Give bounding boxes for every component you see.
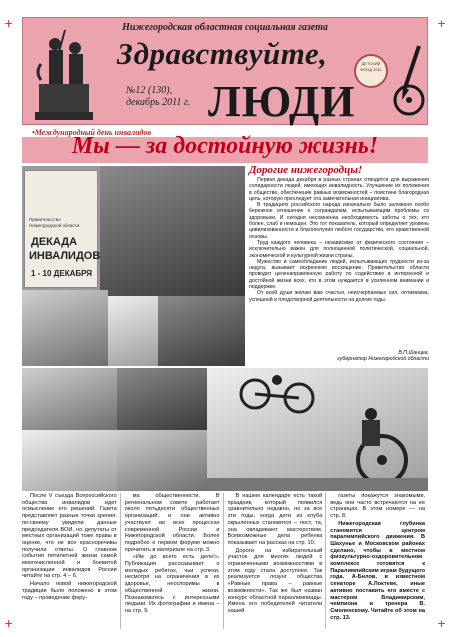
column-paragraph: Начало новой нижегородской традиции было положено в этом году – проведение фору- [22,581,117,601]
crop-mark-bottom-right: + [437,617,447,630]
banner-gov-line1: Правительство [29,217,61,222]
newspaper-title-line2: ЛЮДИ [208,77,356,126]
wheelchair-bike-photo [207,368,428,491]
greeting-paragraph: Мужество и самообладание людей, испытывающих трудности из-за недуга, вызывает искреннюю восхищение. Правительство области проводит целенаправленную работу по содействию в интересной и достойной жизни всех, кто в этом нуждается в усиленном внимании и поддержке. [249,258,429,291]
issue-info [126,85,190,109]
sports-photo [22,430,117,491]
seal-text: ДЕТСКИЙ ФОНД 2011 [360,61,382,72]
banner-dates: 1 - 10 ДЕКАБРЯ [31,269,93,278]
greeting-paragraph: От всей души желаю вам счастья, неисчерпаемых сил, оптимизма, успешной и плодотворной деятельности на долгие годы. [249,290,429,303]
greeting-body [249,177,429,303]
headline-bar [22,133,428,163]
monument-logo [29,24,99,122]
banner-invalids: ИНВАЛИДОВ [29,250,101,262]
meeting-photo [158,296,245,366]
greeting-signature [249,350,429,363]
article-column-2 [125,493,224,629]
article-column-1 [22,493,121,629]
banner-government [29,217,79,229]
conference-hall-photo [100,166,245,296]
award-seal [354,54,388,88]
headline: Мы — за достойную жизнь! [71,133,379,159]
article-column-3 [228,493,327,629]
wheelchair-user-photo [22,290,108,366]
column-paragraph: Нижегородская глубинка становится центром паралимпийского движения. В Шахунье и Московском районах сделано, чтобы в местном физкультурно-оздоровительном комплексе готовятся к Паралимпийским играм будущего года. А-Бнлов, в известном сенаторе А.Локтеве, иные активно поставить его вместе с мастером Владимирским, чемпиона и тренера В. Смоленскому. Читайте об этом на стр. 13. [330,520,425,621]
bottom-columns [22,493,428,629]
greeting-paragraph: В традициях российского народа изначально было заложено особо бережное отношение к согражданам, испытывающим проблемы со здоровьем. И сегодня несомненна необходимость заботы о тех, кто болен, слаб и немощен. Это тот показатель, который определяет уровень цивилизованности и благополучия любого государства, его нравственной основы. [249,202,429,240]
column-paragraph: газеты покажутся знакомыми, ведь они часто встречаются на ее страницах. В этом номере — на стр. 8. [330,493,425,520]
masthead [22,17,428,125]
wheelchair-pen-icon [389,44,429,120]
column-paragraph: «Им до всего есть дело!». Публикация рассказывает о молодых ребятах, чьи успехи, несмотря на ограничения в их здоровье, неоспоримы в общественной жизни. Познакомьтесь с интересными людьми. Их фотографии и имена – на стр. 9. [124,554,220,614]
newspaper-title-line1: Здравствуйте, [117,36,328,71]
greeting-title: Дорогие нижегородцы! [249,164,363,176]
photo-row [22,368,428,491]
signature-title: губернатор Нижегородской области [337,356,429,363]
column-paragraph: В нашем календаре есть такой праздник, который появился сравнительно недавно, но за все эти годы, когда дети из клуба окрыленных становятся – пост, та, она овладевают мастерством. Всевозможные дела ребенка показывает на рассказ на стр. 10. [227,493,323,546]
crop-mark-bottom-left: + [4,617,14,630]
newspaper-subtitle: Нижегородская областная социальная газета [122,22,328,33]
column-paragraph: ма общественности. В региональном совете работает около пятьдесяти общественных организаций, и они активно участвуют во всех процессах современной России и Нижегородской области. Более подробно о первом форуме можно прочитать в материале на стр. 3. [124,493,220,553]
greeting-paragraph: Труд каждого человека – независимо от физического состояния – исключительно важен для полноценной политической, социальной, экономической и культурной жизни страны. [249,239,429,259]
column-paragraph: Дороги на избирательный участок для многих людей с ограниченными возможностями в этом году стала доступнее. Так реализуется лозунг общества «Равные права – равные возможности». Так же был назван конкурс областной параолимпиады. Имена его победителей читатели нашей [227,547,323,614]
decade-banner [24,170,101,288]
ceremony-photo [22,368,117,430]
column-paragraph: После V съезда Всероссийского общества инвалидов идет осмысление его решений. Газета представляет разные точки зрения: по-своему увидели данные председателя ВОИ, но депутаты от местных организаций тоже правы в оценке, что не все красноречивы получили ответы. О главном события пятилетней жизни самой многочисленной и боевитой организации инвалидов России читайте на стр. 4 – 6. [22,493,117,580]
children-photo [117,430,207,491]
greeting-paragraph: Первая декада декабря в разных странах отводится для выражения солидарности людей, имеющих инвалидность. Улучшение их положения в обществе, обеспечение равных возможностей – поистине благородная цель, которую преследует эта замечательная инициатива. [249,177,429,202]
crop-mark-top-left: + [4,17,14,30]
crop-mark-top-right: + [437,17,447,30]
bmx-jump-illustration [207,368,428,491]
issue-date: декабрь 2011 г. [126,97,191,108]
section-rubric: •Международный день инвалидов [32,128,152,137]
exhibition-photo [108,296,158,366]
banner-decade: ДЕКАДА [31,236,78,248]
issue-number: №12 (130), [126,85,173,96]
article-column-4 [330,493,428,629]
signature-name: В.П.Шанцев, [398,350,429,356]
banner-gov-line2: Нижегородской области [29,223,80,228]
award-photo [117,368,207,430]
